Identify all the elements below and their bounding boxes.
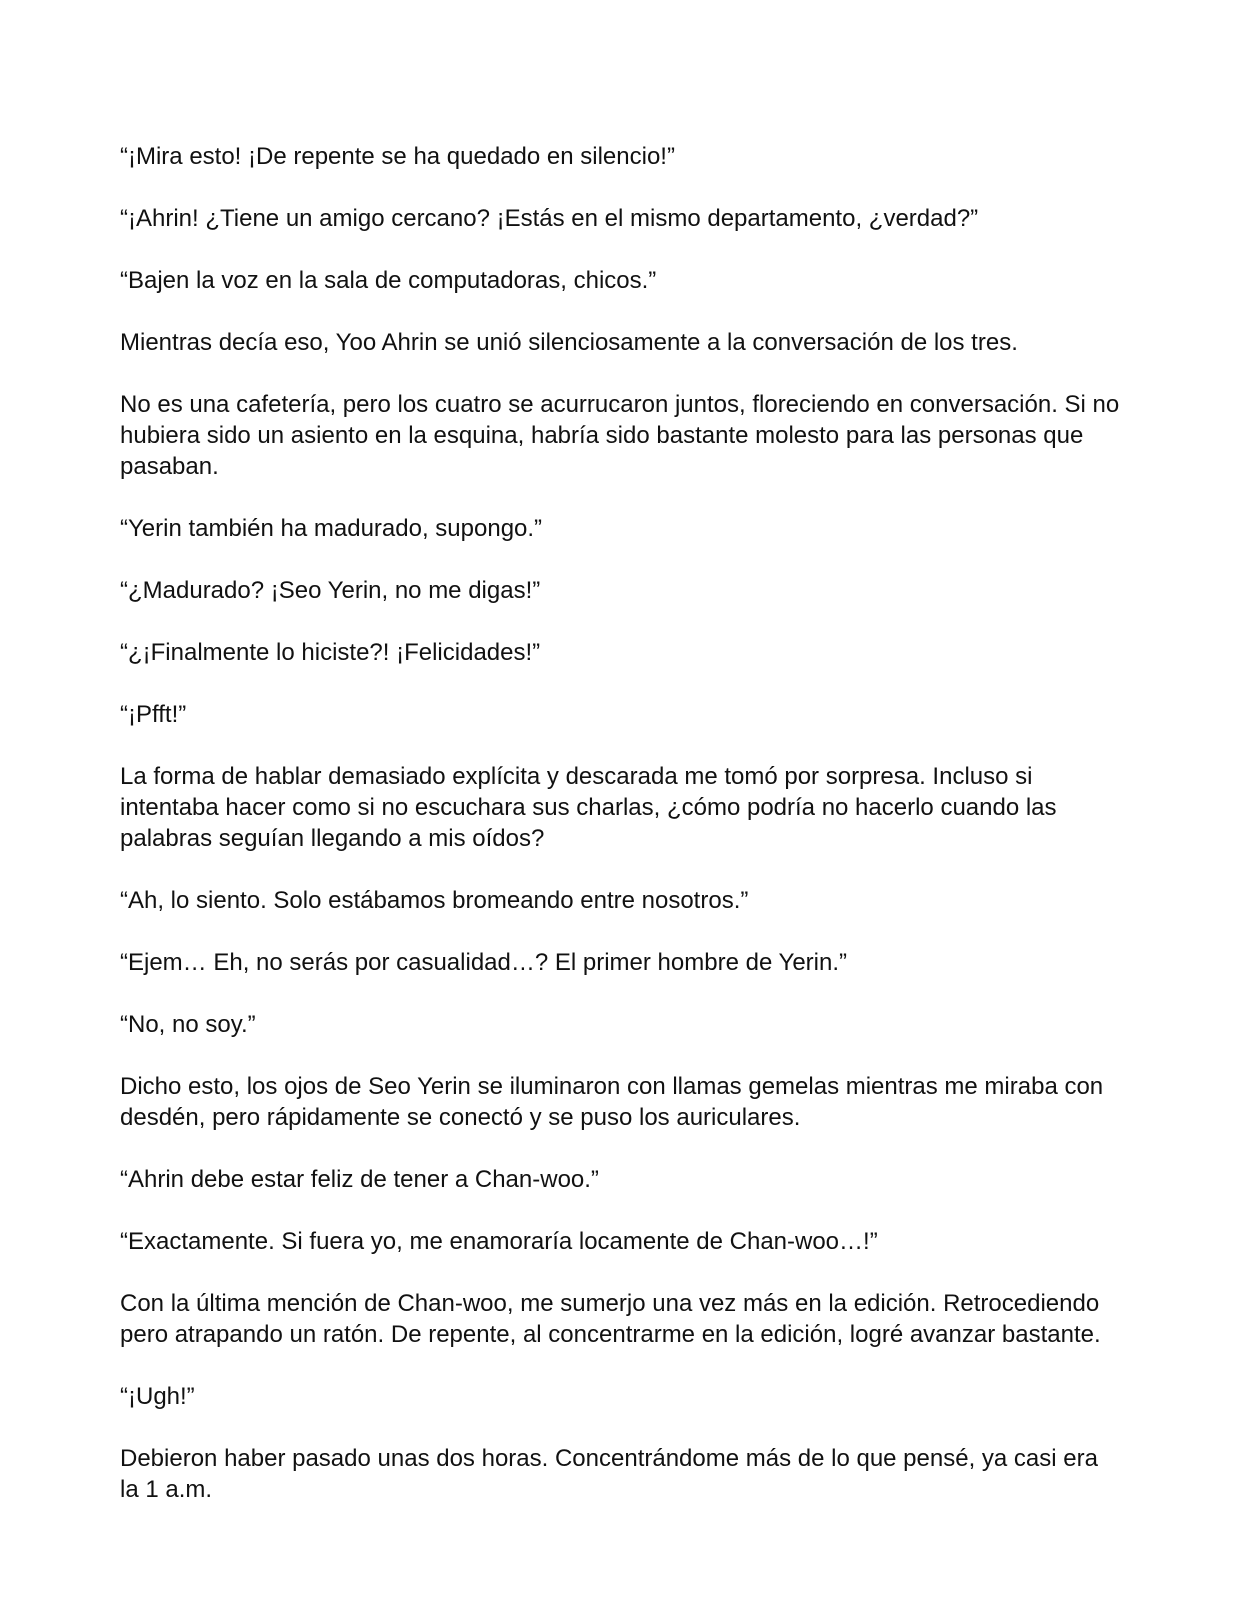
- paragraph-7: “¿Madurado? ¡Seo Yerin, no me digas!”: [120, 577, 541, 604]
- paragraph-9: “¡Pfft!”: [120, 701, 187, 728]
- paragraph-1: “¡Mira esto! ¡De repente se ha quedado en silencio!”: [120, 143, 675, 170]
- paragraph-12: “Ejem… Eh, no serás por casualidad…? El primer hombre de Yerin.”: [120, 949, 848, 976]
- paragraph-5: No es una cafetería, pero los cuatro se acurrucaron juntos, floreciendo en conversación. Si no hubiera sido un asiento en la esquina, habría sido bastante molesto para las personas que pasaban.: [120, 391, 1120, 480]
- paragraph-4: Mientras decía eso, Yoo Ahrin se unió silenciosamente a la conversación de los tres.: [120, 329, 1018, 356]
- paragraph-3: “Bajen la voz en la sala de computadoras, chicos.”: [120, 267, 657, 294]
- paragraph-17: Con la última mención de Chan-woo, me sumerjo una vez más en la edición. Retrocediendo pero atrapando un ratón. De repente, al concentrarme en la edición, logré avanzar bastante.: [120, 1290, 1101, 1348]
- paragraph-13: “No, no soy.”: [120, 1011, 256, 1038]
- paragraph-15: “Ahrin debe estar feliz de tener a Chan-woo.”: [120, 1166, 599, 1193]
- paragraph-11: “Ah, lo siento. Solo estábamos bromeando entre nosotros.”: [120, 887, 749, 914]
- paragraph-16: “Exactamente. Si fuera yo, me enamoraría locamente de Chan-woo…!”: [120, 1228, 878, 1255]
- paragraph-2: “¡Ahrin! ¿Tiene un amigo cercano? ¡Estás en el mismo departamento, ¿verdad?”: [120, 205, 979, 232]
- paragraph-19: Debieron haber pasado unas dos horas. Concentrándome más de lo que pensé, ya casi era la 1 a.m.: [120, 1445, 1098, 1503]
- paragraph-6: “Yerin también ha madurado, supongo.”: [120, 515, 543, 542]
- paragraph-8: “¿¡Finalmente lo hiciste?! ¡Felicidades!”: [120, 639, 541, 666]
- paragraph-10: La forma de hablar demasiado explícita y descarada me tomó por sorpresa. Incluso si intentaba hacer como si no escuchara sus charlas, ¿cómo podría no hacerlo cuando las palabras seguían llegando a mis oídos?: [120, 763, 1057, 852]
- paragraph-18: “¡Ugh!”: [120, 1383, 195, 1410]
- paragraph-14: Dicho esto, los ojos de Seo Yerin se iluminaron con llamas gemelas mientras me miraba con desdén, pero rápidamente se conectó y se puso los auriculares.: [120, 1073, 1104, 1131]
